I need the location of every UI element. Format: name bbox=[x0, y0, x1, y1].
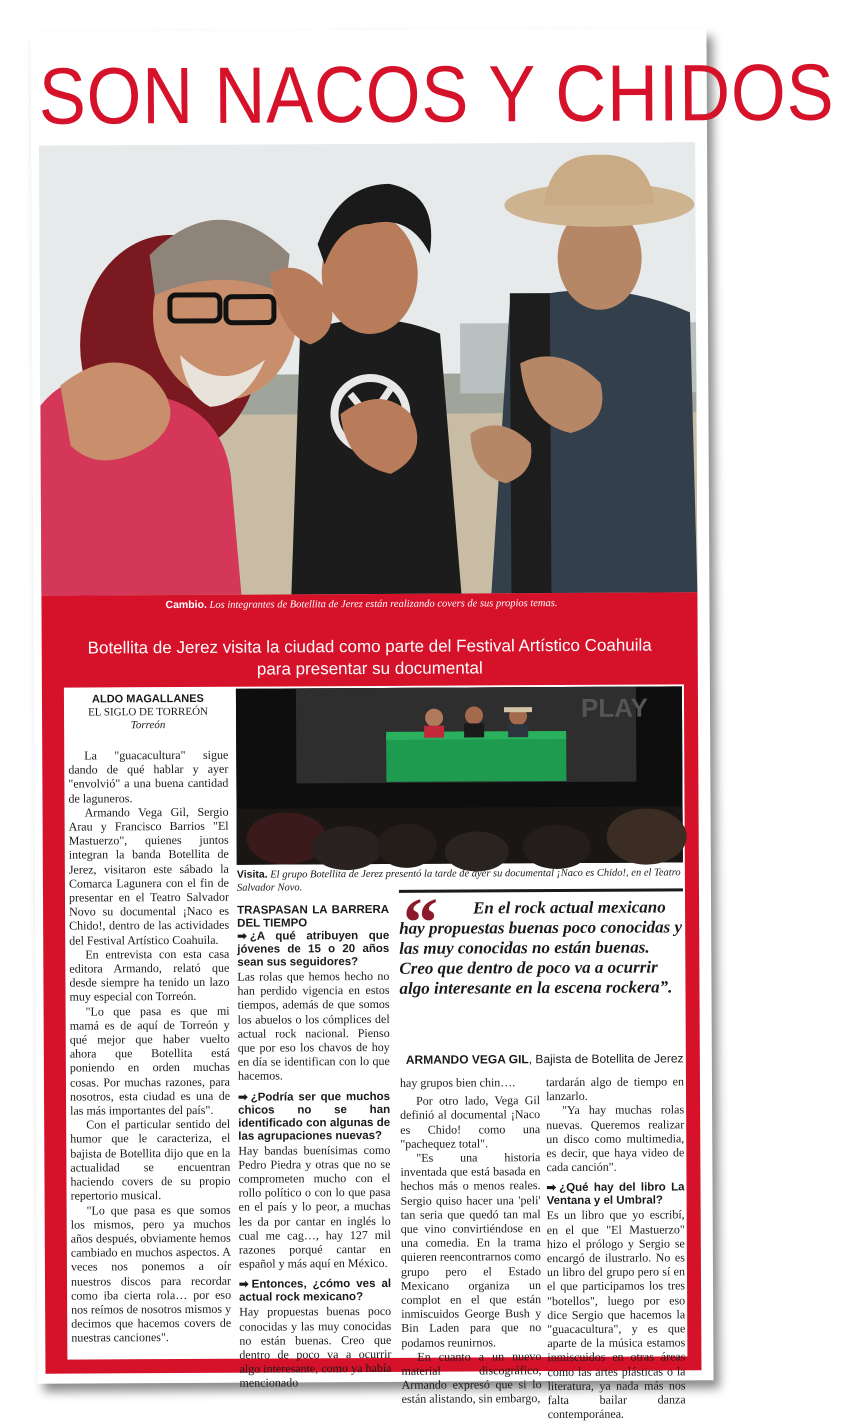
screen-text: PLAY bbox=[580, 692, 649, 723]
column-2 bbox=[237, 904, 392, 1390]
paragraph: tardarán algo de tiempo en lanzarlo. bbox=[545, 1074, 685, 1104]
paragraph: En entrevista con esta casa editora Armando, relató que desde siempre ha tenido un lazo muy especial con Torreón. bbox=[69, 946, 230, 1005]
column-4 bbox=[546, 1074, 686, 1421]
red-band bbox=[41, 592, 701, 1422]
paragraph: "Lo que pasa es que somos los mismos, pero ya muchos años después, obviamente hemos cambiado en muchos aspectos. A veces nos ponemos a oír nuestros discos para recordar como iba cierta rola… por eso nos reímos de nosotros mismos y decimos que hacemos covers de nuestras canciones". bbox=[70, 1202, 232, 1345]
quote-mark-icon: “ bbox=[402, 884, 439, 962]
stage-photo bbox=[236, 686, 683, 864]
answer: Hay propuestas buenas poco conocidas y las muy conocidas no están buenas. Creo que dentro de poco va a ocurrir algo interesante, como ya había mencionado bbox=[239, 1304, 392, 1391]
paragraph: hay grupos bien chin…. bbox=[399, 1075, 516, 1090]
question: ➡ ¿A qué atribuyen que jóvenes de 15 o 20 años sean sus seguidores? bbox=[237, 929, 390, 969]
answer: Hay bandas buenísimas como Pedro Piedra y otras que no se comprometen mucho con el rollo político o con lo que pasa en el país y lo peor, a muchas les da por cantar en inglés lo cual me cag…, hay 127 mil razones porqué cantar en español y más aquí en México. bbox=[238, 1142, 391, 1271]
photo-caption bbox=[165, 597, 557, 611]
question: ➡ Entonces, ¿cómo ves al actual rock mexicano? bbox=[238, 1278, 392, 1305]
subhead: TRASPASAN LA BARRERA DEL TIEMPO bbox=[237, 903, 390, 930]
question: ➡ ¿Podría ser que muchos chicos no se han identificado con algunas de las agrupaciones nuevas? bbox=[238, 1090, 391, 1143]
photo-caption-label: Cambio. bbox=[165, 598, 207, 612]
question: ➡ ¿Qué hay del libro La Ventana y el Umbral? bbox=[546, 1181, 685, 1208]
arrow-icon: ➡ bbox=[546, 1182, 557, 1195]
arrow-icon: ➡ bbox=[238, 1091, 248, 1104]
arrow-icon: ➡ bbox=[238, 1279, 249, 1292]
paragraph: "Es una historia inventada que está basada en hechos más o menos reales. Sergio quiso hacer una 'peli' tan seria que quedó tan mal que vino convirtiéndose en una comedia. En la trama quieren reencontrarnos como grupo pero el Estado Mexicano organiza un complot en el que están inmiscuidos George Bush y Bin Laden para que no podamos reunirnos. bbox=[400, 1150, 542, 1350]
quote-author-role: Bajista de Botellita de Jerez bbox=[535, 1051, 684, 1067]
stage-caption-label: Visita. bbox=[236, 868, 268, 881]
deck-line-2: para presentar su documental bbox=[256, 658, 483, 679]
paragraph: Armando Vega Gil, Sergio Arau y Francisco Barrios "El Mastuerzo", quienes juntos integran la banda Botellita de Jerez, visitaron este sábado la Comarca Lagunera con el fin de presentar en el Teatro Salvador Novo su documental ¡Naco es Chido!, dentro de las actividades del Festival Artístico Coahuila. bbox=[68, 804, 230, 948]
byline-author: ALDO MAGALLANES bbox=[92, 692, 204, 706]
column-1 bbox=[68, 693, 231, 1345]
deck bbox=[42, 634, 698, 681]
paragraph: "Lo que pasa es que mi mamá es de aquí de Torreón y qué mejor que haber vuelto ahora que Botellita está poniendo en orden muchas cosas. Por muchas razones, para nosotros, esta ciudad es una de las más importantes del país". bbox=[69, 1003, 231, 1118]
quote-author: ARMANDO VEGA GIL, Bajista de Botellita de Jerez bbox=[405, 1051, 684, 1067]
article-body bbox=[64, 684, 688, 1422]
answer: Las rolas que hemos hecho no han perdido vigencia en estos tiempos, además de que somos los abuelos o los cómplices del actual rock nacional. Pienso que por eso los chavos de hoy en día se identifican con lo que hacemos. bbox=[237, 968, 390, 1084]
clipping-sheet bbox=[38, 34, 835, 1422]
paragraph: "Ya hay muchas rolas nuevas. Queremos realizar un disco como multimedia, es decir, que haya video de cada canción". bbox=[546, 1102, 685, 1175]
newspaper-clipping bbox=[30, 28, 835, 1422]
paragraph: Con el particular sentido del humor que le caracteriza, el bajista de Botellita dijo que en la actualidad se encuentran haciendo covers de su propio repertorio musical. bbox=[70, 1117, 231, 1203]
byline-city: Torreón bbox=[130, 719, 166, 732]
paragraph: La "guacacultura" sigue dando de qué hablar y ayer "envolvió" a una buena cantidad de laguneros. bbox=[68, 747, 229, 806]
answer: Es un libro que yo escribí, en el que "El Mastuerzo" hizo el prólogo y Sergio se encargó de ilustrarlo. No es un libro del grupo pero sí en el que participamos los tres "botellos", luego por eso dice Sergio que hacemos la "guacacultura", y es que aparte de la música estamos inmiscuidos en otras áreas como las artes plásticas o la literatura, ya nada más nos falta bailar danza contemporánea. bbox=[546, 1207, 686, 1422]
arrow-icon: ➡ bbox=[237, 930, 247, 943]
pull-quote bbox=[399, 884, 684, 1067]
band-photo-illustration bbox=[39, 142, 697, 595]
paragraph: En cuanto a un nuevo material discográfico, Armando expresó que si lo están alistando, sin embargo, bbox=[401, 1348, 542, 1407]
column-3 bbox=[400, 1075, 542, 1406]
band-photo bbox=[39, 142, 697, 595]
quote-author-name: ARMANDO VEGA GIL bbox=[405, 1052, 529, 1067]
deck-line-1: Botellita de Jerez visita la ciudad como parte del Festival Artístico Coahuila bbox=[87, 635, 652, 658]
photo-caption-text: Los integrantes de Botellita de Jerez están realizando covers de sus propios temas. bbox=[209, 598, 558, 611]
byline-source: EL SIGLO DE TORREÓN bbox=[88, 705, 208, 719]
stage-caption-text: El grupo Botellita de Jerez presentó la tarde de ayer su documental ¡Naco es Chido!, en el Teatro Salvador Novo. bbox=[236, 867, 681, 894]
paragraph: Por otro lado, Vega Gil definió al documental ¡Naco es Chido! como una "pachequez total". bbox=[400, 1093, 541, 1151]
quote-text: En el rock actual mexicano hay propuestas buenas poco conocidas y las muy conocidas no están buenas. Creo que dentro de poco va a ocurrir algo interesante en la escena rockera”. bbox=[399, 897, 683, 998]
headline: SON NACOS Y CHIDOS bbox=[38, 47, 835, 141]
stage-photo-illustration bbox=[236, 686, 683, 864]
byline bbox=[68, 693, 228, 733]
